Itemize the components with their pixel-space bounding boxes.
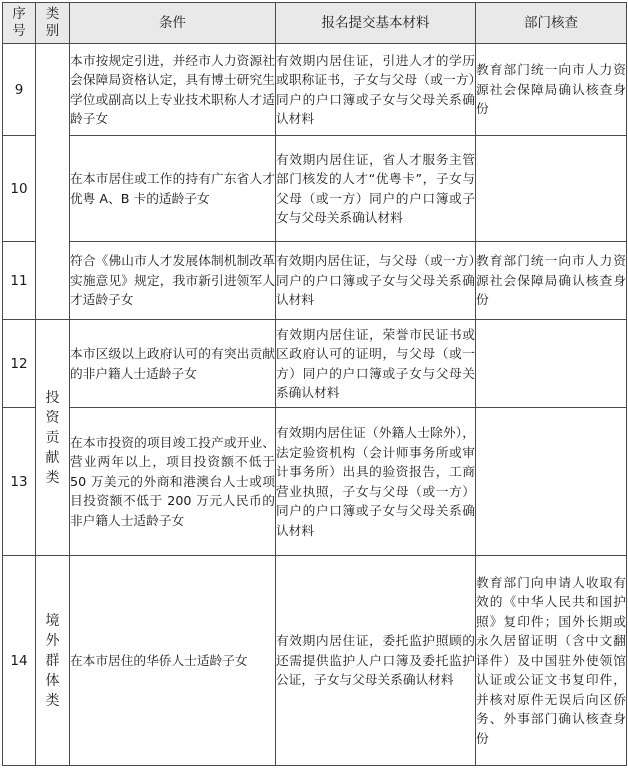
- verify-cell: 教育部门向申请人收取有效的《中华人民共和国护照》复印件；国外长期或永久居留证明（含中文翻译件）及中国驻外使领馆认证或公证文书复印件，并核对原件无误后向区侨务、外事部门确认核查身份: [476, 556, 627, 766]
- table-row: [3, 44, 627, 136]
- row-number: 11: [3, 242, 36, 320]
- materials-cell: 有效期内居住证（外籍人士除外），法定验资机构（会计师事务所或审计事务所）出具的验资报告，工商营业执照，子女与父母（或一方）同户的户口簿或子女与父母关系确认材料: [276, 408, 476, 556]
- header-seq: 序 号: [3, 3, 36, 44]
- category-overseas: 境 外 群 体 类: [36, 556, 70, 766]
- header-verify: 部门核查: [476, 3, 627, 44]
- table-row: [3, 408, 627, 556]
- materials-cell: 有效期内居住证，荣誉市民证书或区政府认可的证明，与父母（或一方）同户的户口簿或子女与父母关系确认材料: [276, 320, 476, 408]
- row-number: 10: [3, 136, 36, 242]
- header-condition: 条件: [70, 3, 276, 44]
- condition-cell: 在本市居住的华侨人士适龄子女: [70, 556, 276, 766]
- materials-cell: 有效期内居住证，与父母（或一方）同户的户口簿或子女与父母关系确认材料: [276, 242, 476, 320]
- table-header-row: [3, 3, 627, 44]
- header-materials: 报名提交基本材料: [276, 3, 476, 44]
- condition-cell: 在本市居住或工作的持有广东省人才优粤 A、B 卡的适龄子女: [70, 136, 276, 242]
- admission-conditions-table: [2, 2, 627, 766]
- condition-cell: 在本市投资的项目竣工投产或开业、营业两年以上，项目投资额不低于 50 万美元的外商和港澳台人士或项目投资额不低于 200 万元人民币的非户籍人士适龄子女: [70, 408, 276, 556]
- verify-cell: [476, 136, 627, 242]
- condition-cell: 符合《佛山市人才发展体制机制改革实施意见》规定，我市新引进领军人才适龄子女: [70, 242, 276, 320]
- materials-cell: 有效期内居住证，引进人才的学历或职称证书，子女与父母（或一方）同户的户口簿或子女与父母关系确认材料: [276, 44, 476, 136]
- condition-cell: 本市区级以上政府认可的有突出贡献的非户籍人士适龄子女: [70, 320, 276, 408]
- verify-cell: 教育部门统一向市人力资源社会保障局确认核查身份: [476, 44, 627, 136]
- row-number: 12: [3, 320, 36, 408]
- verify-cell: [476, 408, 627, 556]
- table-row: [3, 242, 627, 320]
- verify-cell: [476, 320, 627, 408]
- row-number: 14: [3, 556, 36, 766]
- materials-cell: 有效期内居住证，委托监护照顾的还需提供监护人户口簿及委托监护公证，子女与父母关系确认材料: [276, 556, 476, 766]
- category-cell-blank: [36, 44, 70, 320]
- header-category: 类 别: [36, 3, 70, 44]
- row-number: 13: [3, 408, 36, 556]
- category-investment: 投 资 贡 献 类: [36, 320, 70, 556]
- table-row: [3, 556, 627, 766]
- row-number: 9: [3, 44, 36, 136]
- verify-cell: 教育部门统一向市人力资源社会保障局确认核查身份: [476, 242, 627, 320]
- table-row: [3, 320, 627, 408]
- materials-cell: 有效期内居住证，省人才服务主管部门核发的人才“优粤卡”，子女与父母（或一方）同户的户口簿或子女与父母关系确认材料: [276, 136, 476, 242]
- condition-cell: 本市按规定引进，并经市人力资源社会保障局资格认定，具有博士研究生学位或副高以上专业技术职称人才适龄子女: [70, 44, 276, 136]
- table-row: [3, 136, 627, 242]
